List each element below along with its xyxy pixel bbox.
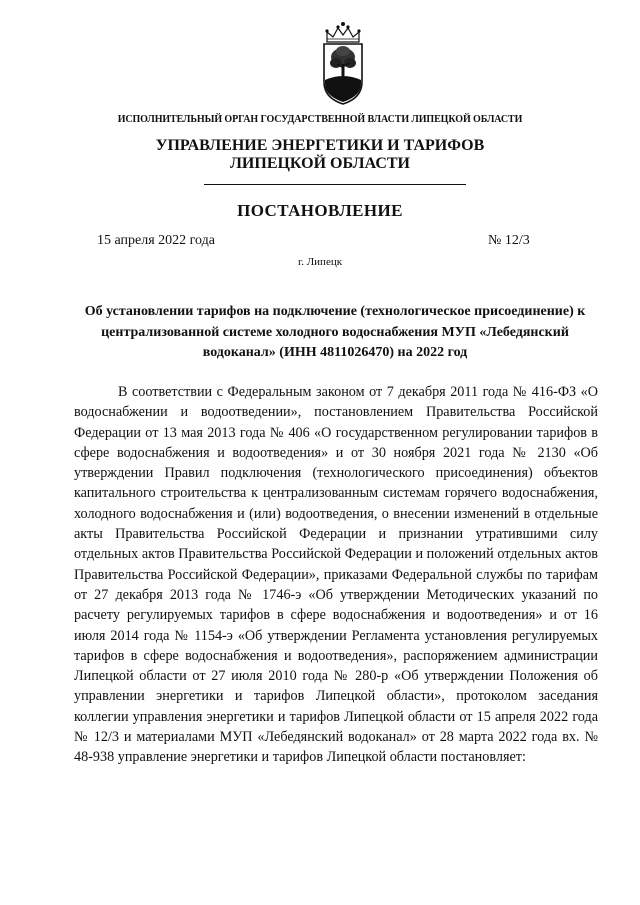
document-city: г. Липецк	[297, 256, 343, 268]
lipetsk-coat-of-arms-icon	[318, 20, 368, 106]
issuing-organization: ИСПОЛНИТЕЛЬНЫЙ ОРГАН ГОСУДАРСТВЕННОЙ ВЛАСТИ ЛИПЕЦКОЙ ОБЛАСТИ	[117, 114, 523, 125]
document-number: № 12/3	[488, 233, 530, 248]
header-divider	[204, 184, 466, 185]
document-date: 15 апреля 2022 года	[97, 233, 215, 248]
body-paragraph: В соответствии с Федеральным законом от 7 декабря 2011 года № 416-ФЗ «О водоснабжении и водоотведении», постановлением Правительства Российской Федерации от 13 мая 2013 года № 406 «О государственном регулировании тарифов в сфере водоснабжения и водоотведения» и от 30 ноября 2021 года № 2130 «Об утверждении Правил подключения (технологического присоединения) объектов капитального строительства к централизованным системам горячего водоснабжения, холодного водоснабжения и (или) водоотведения, о внесении изменений в отдельные акты Правительства Российской Федерации и признании утратившими силу отдельных актов Правительства Российской Федерации и положений отдельных актов Правительства Российской Федерации», приказами Федеральной службы по тарифам от 27 декабря 2013 года № 1746-э «Об утверждении Методических указаний по расчету регулируемых тарифов в сфере водоснабжения и водоотведения» и от 16 июля 2014 года № 1154-э «Об утверждении Регламента установления регулируемых тарифов в сфере водоснабжения и водоотведения», распоряжением администрации Липецкой области от 27 июля 2010 года № 280-р «Об утверждении Положения об управлении энергетики и тарифов Липецкой области», протоколом заседания коллегии управления энергетики и тарифов Липецкой области от 15 апреля 2022 года № 12/3 и материалами МУП «Лебедянский водоканал» от 28 марта 2022 года вх. № 48-938 управление энергетики и тарифов Липецкой области постановляет:	[74, 384, 598, 766]
department-name-line-2: ЛИПЕЦКОЙ ОБЛАСТИ	[230, 155, 410, 172]
document-type: ПОСТАНОВЛЕНИЕ	[237, 201, 403, 220]
document-title: Об установлении тарифов на подключение (технологическое присоединение) к централизованной системе холодного водоснабжения МУП «Лебедянский водоканал» (ИНН 4811026470) на 2022 год	[84, 304, 586, 360]
department-name-line-1: УПРАВЛЕНИЕ ЭНЕРГЕТИКИ И ТАРИФОВ	[155, 137, 485, 154]
